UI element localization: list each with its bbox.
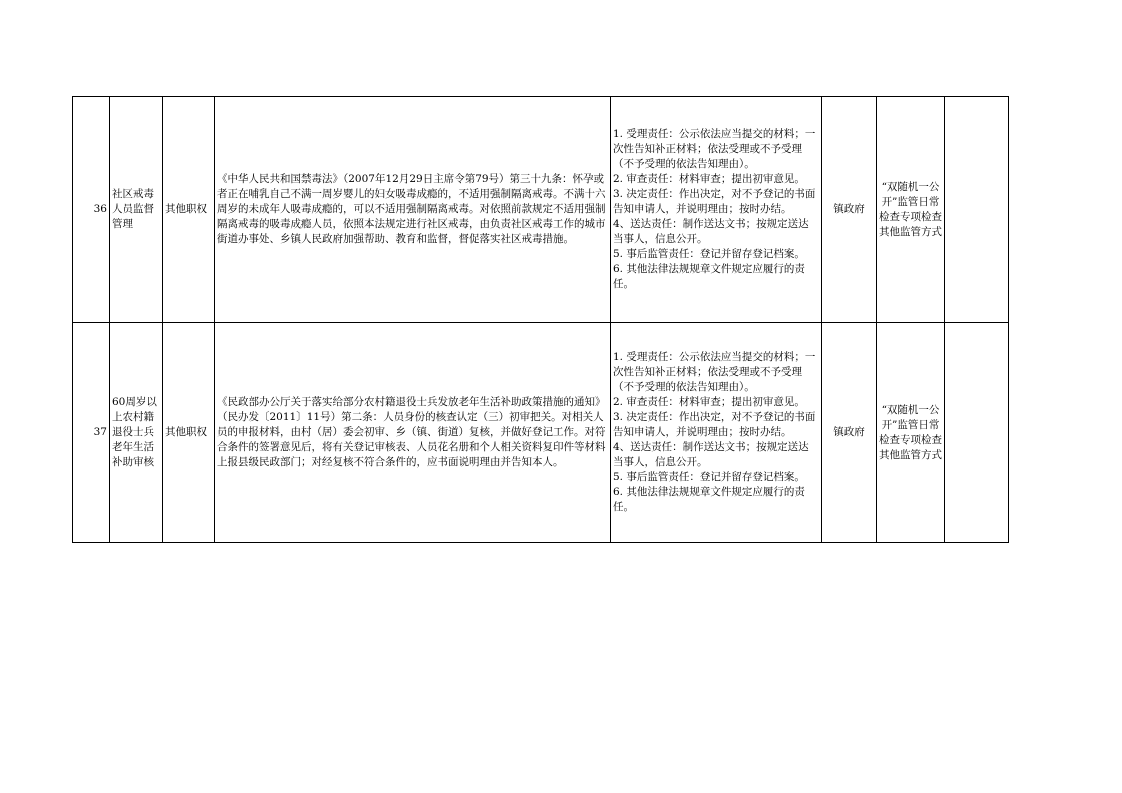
item-type: 其他职权 — [163, 97, 215, 323]
responsibility-item: 5. 事后监管责任：登记并留存登记档案。 — [613, 471, 805, 483]
item-type: 其他职权 — [163, 323, 215, 543]
responsibility-item: 3. 决定责任：作出决定，对不予登记的书面告知申请人，并说明理由；按时办结。 — [613, 188, 816, 215]
responsibility-item: 2. 审查责任：材料审查；提出初审意见。 — [613, 396, 805, 408]
responsibility-item: 6. 其他法律法规规章文件规定应履行的责任。 — [613, 263, 805, 290]
supervision-method: “双随机一公开”监管日常检查专项检查其他监管方式 — [877, 323, 945, 543]
responsible-dept: 镇政府 — [822, 323, 877, 543]
legal-basis: 《中华人民共和国禁毒法》（2007年12月29日主席令第79号）第三十九条：怀孕或者正在哺乳自己不满一周岁婴儿的妇女吸毒成瘾的，不适用强制隔离戒毒。不满十六周岁的未成年人吸毒成瘾的，可以不适用强制隔离戒毒。对依照前款规定不适用强制隔离戒毒的吸毒成瘾人员，依照本法规定进行社区戒毒，由负责社区戒毒工作的城市街道办事处、乡镇人民政府加强帮助、教育和监督，督促落实社区戒毒措施。 — [215, 97, 611, 323]
remark-cell — [945, 323, 1009, 543]
responsibility-item: 6. 其他法律法规规章文件规定应履行的责任。 — [613, 486, 805, 513]
responsible-dept: 镇政府 — [822, 97, 877, 323]
responsibility-item: 4、送达责任：制作送达文书；按规定送达当事人，信息公开。 — [613, 218, 809, 245]
row-number: 36 — [73, 97, 110, 323]
table-row — [73, 97, 1009, 323]
item-name: 60周岁以上农村籍退役士兵老年生活补助审核 — [110, 323, 163, 543]
responsibility-list — [611, 323, 822, 543]
responsibility-item: 5. 事后监管责任：登记并留存登记档案。 — [613, 248, 805, 260]
responsibility-list — [611, 97, 822, 323]
table-row — [73, 323, 1009, 543]
responsibility-item: 4、送达责任：制作送达文书；按规定送达当事人，信息公开。 — [613, 441, 809, 468]
responsibility-item: 2. 审查责任：材料审查；提出初审意见。 — [613, 173, 805, 185]
supervision-method: “双随机一公开”监管日常检查专项检查其他监管方式 — [877, 97, 945, 323]
responsibility-item: 1. 受理责任：公示依法应当提交的材料；一次性告知补正材料；依法受理或不予受理（不予受理的依法告知理由）。 — [613, 128, 816, 170]
authority-table — [72, 96, 1009, 543]
remark-cell — [945, 97, 1009, 323]
row-number: 37 — [73, 323, 110, 543]
responsibility-item: 3. 决定责任：作出决定，对不予登记的书面告知申请人，并说明理由；按时办结。 — [613, 411, 816, 438]
item-name: 社区戒毒人员监督管理 — [110, 97, 163, 323]
responsibility-item: 1. 受理责任：公示依法应当提交的材料；一次性告知补正材料；依法受理或不予受理（不予受理的依法告知理由）。 — [613, 351, 816, 393]
legal-basis: 《民政部办公厅关于落实给部分农村籍退役士兵发放老年生活补助政策措施的通知》（民办发〔2011〕11号）第二条：人员身份的核查认定（三）初审把关。对相关人员的申报材料，由村（居）委会初审、乡（镇、街道）复核，并做好登记工作。对符合条件的签署意见后，将有关登记审核表、人员花名册和个人相关资料复印件等材料上报县级民政部门；对经复核不符合条件的，应书面说明理由并告知本人。 — [215, 323, 611, 543]
